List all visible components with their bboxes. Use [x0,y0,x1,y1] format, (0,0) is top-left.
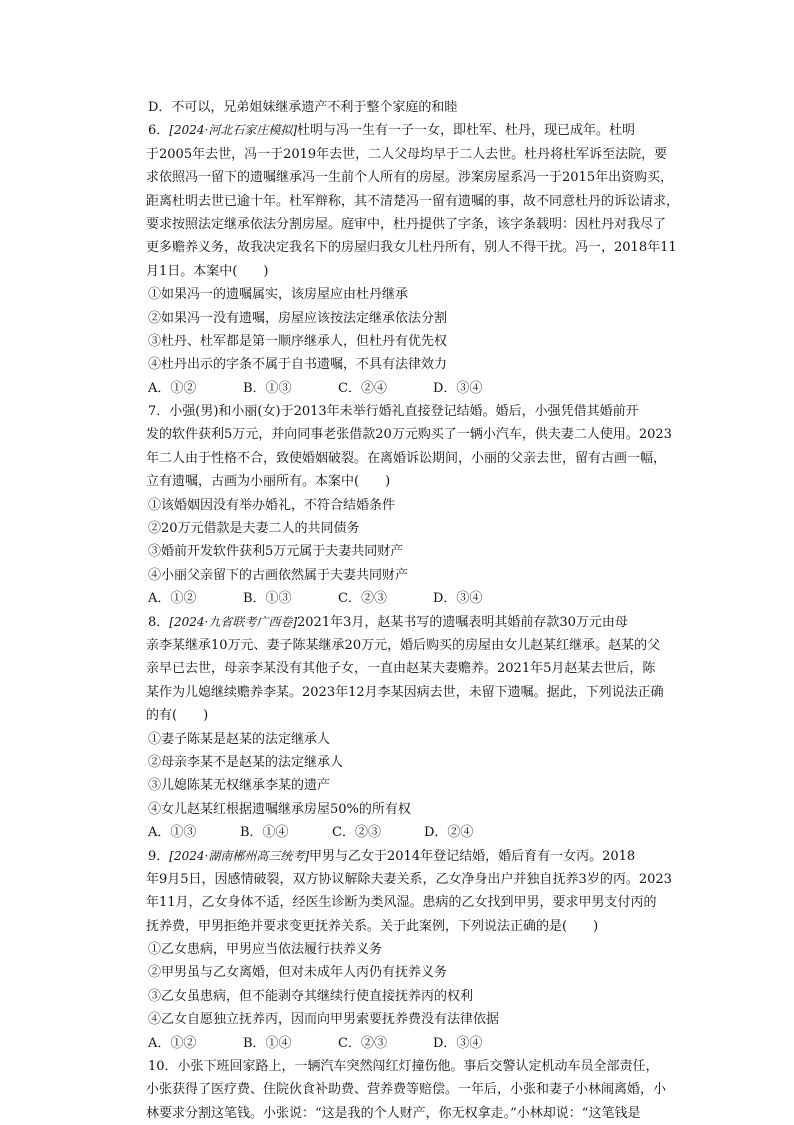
q10-text: 小张下班回家路上，一辆汽车突然闯红灯撞伤他。事后交警认定机动车员全部责任， [177,1059,659,1075]
q7-line-1 [146,400,652,423]
q6-line-3: 求依照冯一留下的遗嘱继承冯一生前个人所有的房屋。涉案房屋系冯一于2015年出资购买， [146,170,674,186]
q6-option-a: A．①② [148,380,197,396]
q8-line-3: 亲早已去世，母亲李某没有其他子女，一直由赵某夫妻赡养。2021年5月赵某去世后，陈 [146,661,656,677]
q8-line-1 [146,611,652,634]
q7-line-4: 立有遗嘱，古画为小丽所有。本案中( ) [146,474,391,490]
q6-source: [2024·河北石家庄模拟] [169,123,297,138]
q9-line-4: 抚养费，甲男拒绝并要求变更抚养关系。关于此案例，下列说法正确的是( ) [146,918,599,934]
q8-text: 2021年3月，赵某书写的遗嘱表明其婚前存款30万元由母 [297,614,628,630]
q9-option-b: B．①④ [243,1035,292,1051]
q8-option-b: B．①④ [240,825,289,841]
q8-source: [2024·九省联考广西卷] [169,614,297,629]
q6-text: 杜明与冯一生有一子一女，即杜军、杜丹，现已成年。杜明 [297,123,636,139]
q7-statement-3: ③婚前开发软件获利5万元属于夫妻共同财产 [148,544,404,560]
q7-statement-2: ②20万元借款是夫妻二人的共同债务 [148,521,360,537]
q7-option-c: C．②③ [338,591,387,607]
q7-option-b: B．①③ [243,591,292,607]
q8-statement-4: ④女儿赵某红根据遗嘱继承房屋50%的所有权 [148,801,411,817]
q6-line-2: 于2005年去世，冯一于2019年去世，二人父母均早于二人去世。杜丹将杜军诉至法院，要 [146,146,668,162]
q10-line-1 [146,1055,659,1078]
q9-line-1 [146,845,652,868]
q8-option-d: D．②④ [424,825,474,841]
q9-line-2: 年9月5日，因感情破裂，双方协议解除夫妻关系，乙女净身出户并独自抚养3岁的丙。2023 [146,871,672,887]
q9-option-c: C．②③ [338,1035,387,1051]
q9-option-d: D．③④ [433,1035,483,1051]
q7-text: 小强(男)和小丽(女)于2013年未举行婚礼直接登记结婚。婚后，小强凭借其婚前开 [169,404,639,420]
q9-text: 甲男与乙女于2014年登记结婚，婚后育有一女丙。2018 [309,848,636,864]
q7-line-2: 发的软件获利5万元，并向同事老张借款20万元购买了一辆小汽车，供夫妻二人使用。2023 [146,427,672,443]
q9-statement-1: ①乙女患病，甲男应当依法履行扶养义务 [148,942,383,958]
page-content [146,96,680,1125]
q6-line-1 [146,119,652,142]
q9-statement-4: ④乙女自愿独立抚养丙，因而向甲男索要抚养费没有法律依据 [148,1012,500,1028]
q8-line-5: 的有( ) [146,708,209,724]
q8-statement-1: ①妻子陈某是赵某的法定继承人 [148,731,331,747]
q8-options [146,821,652,844]
q6-line-4: 距离杜明去世已逾十年。杜军辩称，其不清楚冯一留有遗嘱的事，故不同意杜丹的诉讼请求， [146,193,680,209]
q6-statement-2: ②如果冯一没有遗嘱，房屋应该按法定继承依法分割 [148,310,448,326]
q8-option-a: A．①③ [148,825,197,841]
q9-option-a: A．①② [148,1035,197,1051]
q10-number: 10． [148,1059,178,1075]
q9-source: [2024·湖南郴州高三统考] [169,848,309,863]
q9-line-3: 年11月，乙女身体不适，经医生诊断为类风湿。患病的乙女找到甲男，要求甲男支付丙的 [146,895,657,911]
q6-statement-4: ④杜丹出示的字条不属于自书遗嘱，不具有法律效力 [148,357,448,373]
q9-statement-3: ③乙女虽患病，但不能剥夺其继续行使直接抚养丙的权利 [148,988,474,1004]
q7-options [146,587,652,610]
q9-number: 9． [148,848,170,864]
q10-line-2: 小张获得了医疗费、住院伙食补助费、营养费等赔偿。一年后，小张和妻子小林闹离婚，小 [146,1082,667,1098]
q9-options [146,1032,652,1055]
q6-line-6: 更多赡养义务，故我决定我名下的房屋归我女儿杜丹所有，别人不得干扰。冯一，2018年11 [146,240,677,256]
q8-line-4: 某作为儿媳继续赡养李某。2023年12月李某因病去世，未留下遗嘱。据此，下列说法正确 [146,684,664,700]
q7-statement-4: ④小丽父亲留下的古画依然属于夫妻共同财产 [148,567,409,583]
q7-option-d: D．③④ [433,591,483,607]
q8-statement-2: ②母亲李某不是赵某的法定继承人 [148,754,344,770]
q6-line-7: 月1日。本案中( ) [146,263,269,279]
q8-option-c: C．②③ [332,825,381,841]
q8-line-2: 亲李某继承10万元、妻子陈某继承20万元，婚后购买的房屋由女儿赵某红继承。赵某的父 [146,637,661,653]
q6-options [146,377,652,400]
q8-statement-3: ③儿媳陈某无权继承李某的遗产 [148,778,331,794]
q6-option-b: B．①③ [243,380,292,396]
q5-option-d: D．不可以，兄弟姐妹继承遗产不利于整个家庭的和睦 [148,100,458,115]
q7-statement-1: ①该婚姻因没有举办婚礼，不符合结婚条件 [148,497,396,513]
q6-option-c: C．②④ [338,380,387,396]
q6-statement-3: ③杜丹、杜军都是第一顺序继承人，但杜丹有优先权 [148,333,448,349]
q6-statement-1: ①如果冯一的遗嘱属实，该房屋应由杜丹继承 [148,287,409,303]
q6-number: 6． [148,123,170,139]
q7-line-3: 年二人由于性格不合，致使婚姻破裂。在离婚诉讼期间，小丽的父亲去世，留有古画一幅， [146,450,667,466]
q10-line-3: 林要求分割这笔钱。小张说：“这是我的个人财产，你无权拿走。”小林却说：“这笔钱是 [146,1105,641,1121]
q6-option-d: D．③④ [433,380,483,396]
q9-statement-2: ②甲男虽与乙女离婚，但对未成年人丙仍有抚养义务 [148,965,448,981]
q8-number: 8． [148,614,170,630]
q7-number: 7． [148,404,170,420]
q6-line-5: 要求按照法定继承依法分割房屋。庭审中，杜丹提供了字条，该字条载明：因杜丹对我尽了 [146,216,667,232]
q7-option-a: A．①② [148,591,197,607]
